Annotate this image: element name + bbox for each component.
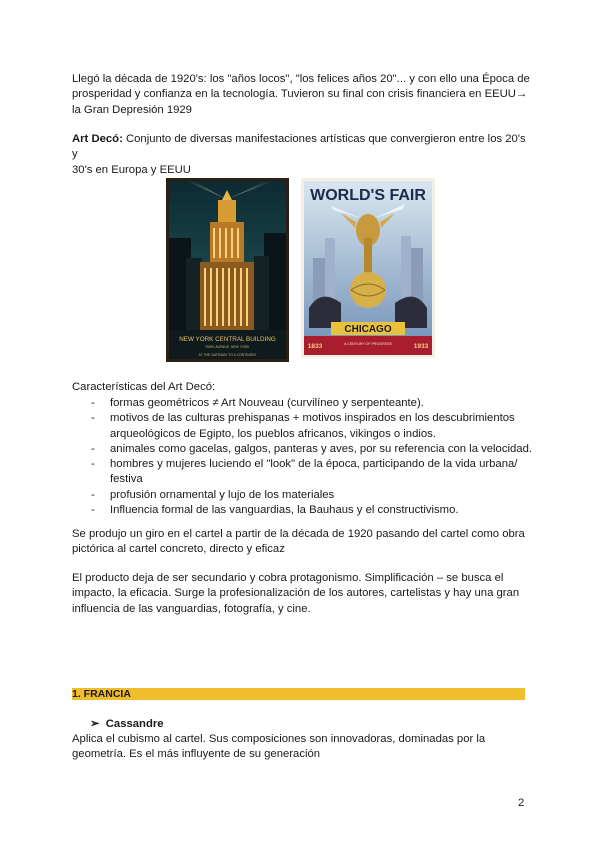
left-poster-subtitle: PARK AVENUE, NEW YORK	[205, 345, 250, 349]
product-line-2: impacto, la eficacia. Surge la profesionalización de los autores, cartelistas y hay una gran	[72, 587, 520, 600]
section-highlight-bar	[72, 688, 525, 700]
intro-line-3: la Gran Depresión 1929	[72, 103, 192, 116]
cassandre-line-2: geometría. Es el más influyente de su generación	[72, 748, 321, 761]
right-poster-city: CHICAGO	[344, 324, 392, 335]
intro-line-2: prosperidad y confianza en la tecnología. Tuvieron su final con crisis financiera en EEUU→	[72, 88, 528, 101]
cassandre-heading	[90, 717, 164, 732]
intro-paragraph	[72, 72, 530, 118]
product-line-1: El producto deja de ser secundario y cobra protagonismo. Simplificación – se busca el	[72, 572, 504, 584]
list-item: - formas geométricos ≠ Art Nouveau (curvilíneo y serpenteante).	[72, 396, 532, 411]
product-paragraph	[72, 571, 530, 617]
page-number: 2	[518, 797, 525, 809]
section-title: 1. FRANCIA	[72, 688, 131, 700]
arrow-bullet-icon: ➢	[90, 718, 100, 730]
artdeco-def-line-2: 30's en Europa y EEUU	[72, 163, 191, 176]
cassandre-paragraph	[72, 732, 530, 763]
right-poster-top-text: WORLD'S FAIR	[310, 187, 426, 204]
list-item: - hombres y mujeres luciendo el "look" de la época, participando de la vida urbana/ festiva	[72, 457, 532, 488]
characteristics-heading: Características del Art Decó:	[72, 381, 216, 393]
right-poster-year-left: 1833	[307, 343, 323, 350]
list-item: - profusión ornamental y lujo de los materiales	[72, 488, 532, 503]
right-poster-caption: A CENTURY OF PROGRESS	[344, 342, 392, 346]
new-york-central-building-poster	[166, 178, 289, 362]
artdeco-definition	[72, 132, 530, 178]
left-poster-title: NEW YORK CENTRAL BUILDING	[179, 336, 276, 343]
intro-line-1: Llegó la década de 1920's: los "años locos", "los felices años 20"... y con ello una Época de	[72, 73, 530, 85]
list-item: - Influencia formal de las vanguardias, la Bauhaus y el constructivismo.	[72, 503, 532, 518]
cassandre-name: Cassandre	[105, 718, 164, 730]
cartel-shift-line-1: Se produjo un giro en el cartel a partir de la década de 1920 pasando del cartel como obra	[72, 528, 525, 540]
artdeco-def-line-1: Conjunto de diversas manifestaciones artísticas que convergieron entre los 20's y	[72, 133, 526, 161]
list-item: - animales como gacelas, galgos, panteras y aves, por su referencia con la velocidad.	[72, 442, 532, 457]
list-item: - motivos de las culturas prehispanas + motivos inspirados en los descubrimientos arqueológicos de Egipto, los pueblos africanos, vikingos o indios.	[72, 411, 532, 442]
cartel-shift-line-2: pictórica al cartel concreto, directo y eficaz	[72, 543, 285, 556]
chicago-worlds-fair-poster	[301, 178, 435, 358]
characteristics-list	[72, 396, 532, 518]
artdeco-term: Art Decó:	[72, 133, 123, 145]
right-poster-year-right: 1933	[413, 343, 429, 350]
cartel-shift-paragraph	[72, 527, 530, 558]
left-poster-footer: AT THE GATEWAY TO A CONTINENT	[198, 353, 257, 357]
product-line-3: influencia de las vanguardias, fotografía, y cine.	[72, 602, 311, 615]
cassandre-line-1: Aplica el cubismo al cartel. Sus composiciones son innovadoras, dominadas por la	[72, 733, 486, 745]
